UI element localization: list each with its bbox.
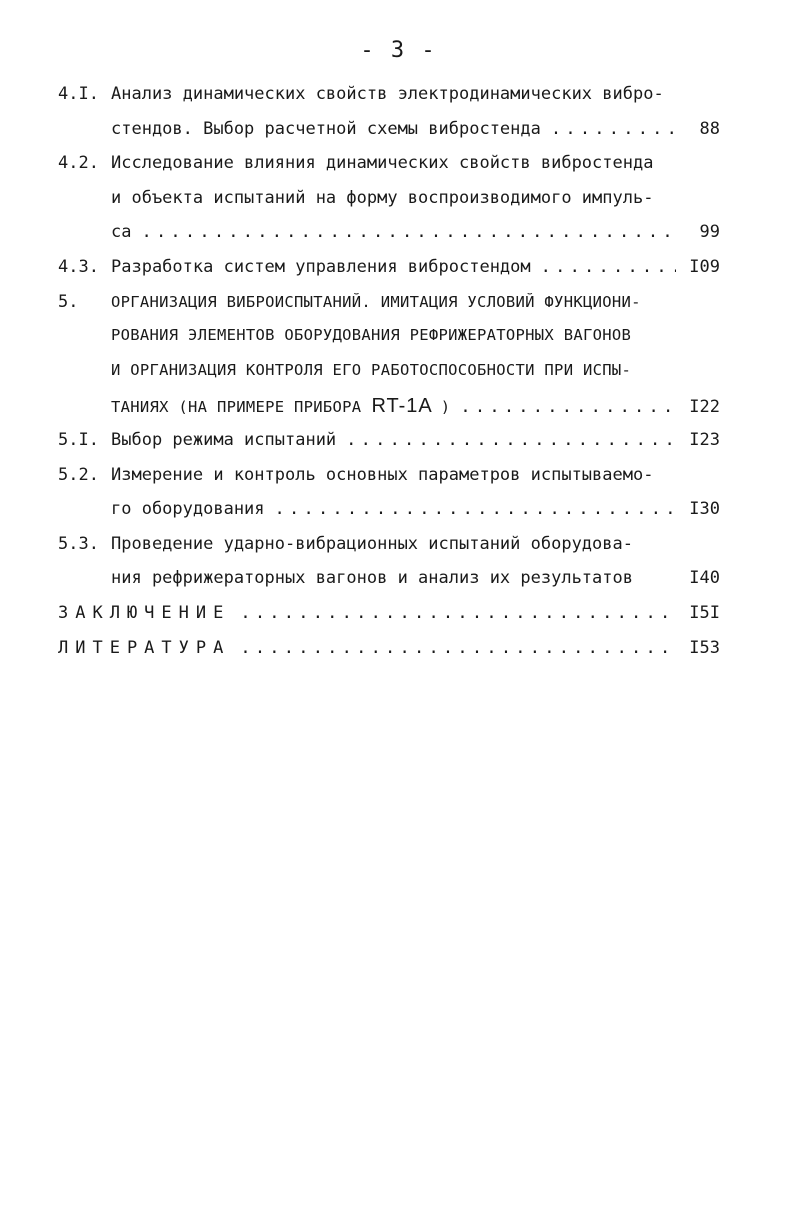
toc-entry-title: И ОРГАНИЗАЦИЯ КОНТРОЛЯ ЕГО РАБОТОСПОСОБНОСТИ ПРИ ИСПЫ- xyxy=(111,360,632,379)
toc-entry-4-2-line-3 xyxy=(58,222,720,257)
dot-leader xyxy=(240,603,676,623)
toc-entry-page: I53 xyxy=(689,637,720,658)
toc-entry-5-1 xyxy=(58,430,720,465)
toc-entry-title-end: ) xyxy=(440,398,451,417)
toc-entry-title: и объекта испытаний на форму воспроизводимого импуль- xyxy=(111,187,654,208)
dot-leader xyxy=(275,499,676,519)
toc-entry-title: РОВАНИЯ ЭЛЕМЕНТОВ ОБОРУДОВАНИЯ РЕФРИЖЕРАТОРНЫХ ВАГОНОВ xyxy=(111,326,632,345)
toc-entry-title: Анализ динамических свойств электродинамических вибро- xyxy=(111,84,664,104)
toc-entry-title: стендов. Выбор расчетной схемы вибростенда xyxy=(111,118,541,139)
page-number: - 3 - xyxy=(360,38,437,63)
toc-entry-page: I30 xyxy=(689,499,720,520)
toc-entry-page: 88 xyxy=(699,118,720,139)
toc-entry-number: 4.2. xyxy=(58,153,99,174)
toc-entry-number: 5.I. xyxy=(58,429,99,450)
toc-entry-5-line-2 xyxy=(58,326,720,361)
toc-entry-number: 5.3. xyxy=(58,533,99,554)
toc-entry-number: 5.2. xyxy=(58,464,99,485)
toc-entry-title: са xyxy=(111,222,132,243)
toc-entry-page: I40 xyxy=(689,568,720,589)
toc-entry-page: I5I xyxy=(689,602,720,623)
dot-leader xyxy=(551,119,676,139)
toc-entry-literature xyxy=(58,638,720,673)
toc-entry-5-line-4 xyxy=(58,395,720,430)
toc-entry-5-3-line-2 xyxy=(58,568,720,603)
dot-leader xyxy=(240,638,676,658)
toc-entry-4-2-line-2 xyxy=(58,188,720,223)
toc-entry-title: Исследование влияния динамических свойств вибростенда xyxy=(111,153,654,174)
toc-entry-conclusion xyxy=(58,603,720,638)
toc-entry-page: I22 xyxy=(689,397,720,418)
toc-entry-page: 99 xyxy=(699,222,720,243)
toc-entry-title: ОРГАНИЗАЦИЯ ВИБРОИСПЫТАНИЙ. ИМИТАЦИЯ УСЛОВИЙ ФУНКЦИОНИ- xyxy=(111,292,641,311)
toc-entry-number: 4.3. xyxy=(58,256,99,277)
toc-entry-title: ЛИТЕРАТУРА xyxy=(58,637,231,658)
toc-entry-4-2-line-1 xyxy=(58,153,720,188)
toc-entry-5-3-line-1 xyxy=(58,534,720,569)
toc-entry-title: Измерение и контроль основных параметров испытываемо- xyxy=(111,464,654,485)
toc-entry-5-2-line-2 xyxy=(58,499,720,534)
toc-entry-number: 5. xyxy=(58,291,79,312)
toc-entry-page: I23 xyxy=(689,429,720,450)
toc-entry-4-1-line-1 xyxy=(58,84,720,119)
dot-leader xyxy=(346,430,676,450)
toc-entry-5-2-line-1 xyxy=(58,465,720,500)
toc-entry-title: ния рефрижераторных вагонов и анализ их результатов xyxy=(111,568,633,589)
toc-entry-title: го оборудования xyxy=(111,499,265,520)
toc-entry-title: ТАНИЯХ (НА ПРИМЕРЕ ПРИБОРА xyxy=(111,398,362,417)
toc-entry-number: 4.I. xyxy=(58,84,99,104)
toc-entry-5-line-3 xyxy=(58,361,720,396)
toc-entry-title: Проведение ударно-вибрационных испытаний оборудова- xyxy=(111,533,633,554)
dot-leader xyxy=(460,397,676,417)
toc-entry-title: ЗАКЛЮЧЕНИЕ xyxy=(58,602,231,623)
toc-entry-4-3 xyxy=(58,257,720,292)
toc-entry-title: Разработка систем управления вибростендом xyxy=(111,256,531,277)
table-of-contents xyxy=(58,84,720,672)
dot-leader xyxy=(541,257,676,277)
device-code: RT-1A xyxy=(371,395,433,418)
toc-entry-page: I09 xyxy=(689,256,720,277)
toc-entry-5-line-1 xyxy=(58,292,720,327)
toc-entry-4-1-line-2 xyxy=(58,119,720,154)
dot-leader xyxy=(141,222,676,242)
toc-entry-title: Выбор режима испытаний xyxy=(111,429,337,450)
